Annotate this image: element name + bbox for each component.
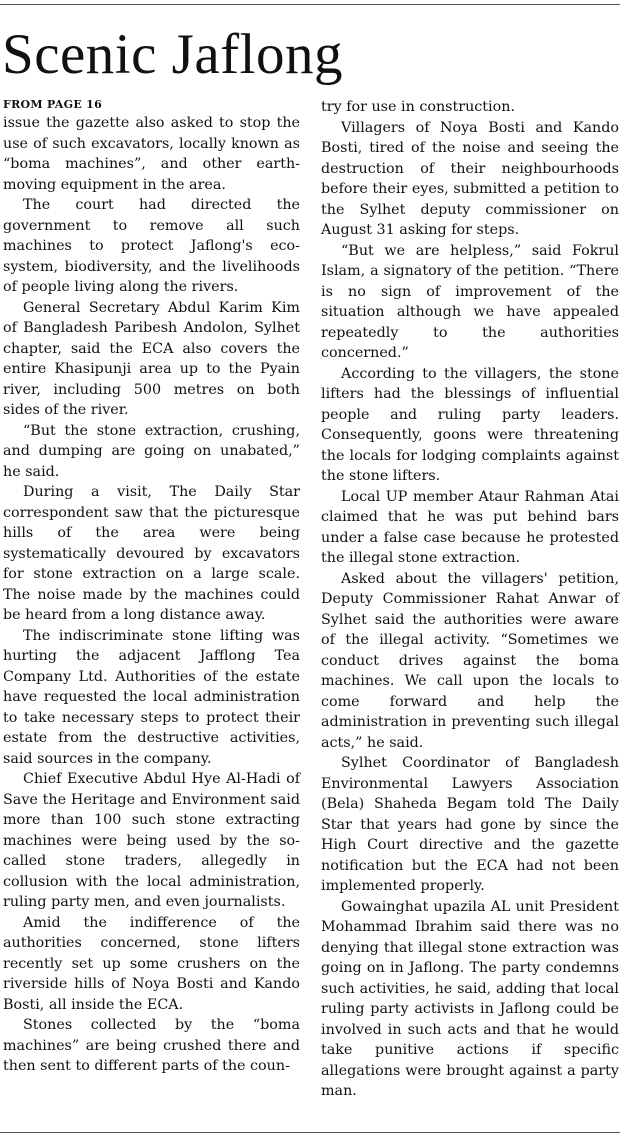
paragraph: Chief Executive Abdul Hye Al-Hadi of Save the Heritage and Environment said more than 100 such stone extracting machines were being used by the so-called stone traders, allegedly in collusion with the local administration, ruling party men, and even journalists.	[3, 771, 300, 910]
top-rule	[0, 4, 620, 5]
paragraph: “But we are helpless,” said Fokrul Islam, a signatory of the petition. “There is no sign of improvement of the situation although we have appealed repeatedly to the authorities concerned.”	[321, 242, 619, 361]
paragraph: “But the stone extraction, crushing, and dumping are going on unabated,” he said.	[3, 422, 300, 480]
headline: Scenic Jaflong	[2, 23, 343, 86]
paragraph: General Secretary Abdul Karim Kim of Bangladesh Paribesh Andolon, Sylhet chapter, said the ECA also covers the entire Khasipunji area up to the Pyain river, including 500 metres on both sides of the river.	[3, 299, 300, 418]
paragraph: During a visit, The Daily Star correspondent saw that the picturesque hills of the area were being systematically devoured by excavators for stone extraction on a large scale. The noise made by the machines could be heard from a long distance away.	[3, 484, 300, 623]
paragraph: try for use in construction.	[321, 99, 515, 115]
paragraph: According to the villagers, the stone lifters had the blessings of influential people and ruling party leaders. Consequently, goons were threatening the locals for lodging complaints against the stone lifters.	[321, 365, 619, 484]
bottom-rule	[0, 1132, 620, 1133]
paragraph: Gowainghat upazila AL unit President Mohammad Ibrahim said there was no denying that illegal stone extraction was going on in Jaflong. The party condemns such activities, he said, adding that local ruling party activists in Jaflong could be involved in such acts and that he would take punitive actions if specific allegations were brought against a party man.	[321, 898, 619, 1099]
paragraph: Sylhet Coordinator of Bangladesh Environmental Lawyers Association (Bela) Shaheda Begam told The Daily Star that years had gone by since the High Court directive and the gazette notification but the ECA had not been implemented properly.	[321, 755, 619, 894]
jump-line: FROM PAGE 16	[3, 98, 103, 111]
paragraph: The indiscriminate stone lifting was hurting the adjacent Jafflong Tea Company Ltd. Authorities of the estate have requested the local administration to take necessary steps to protect their estate from the destructive activities, said sources in the company.	[3, 627, 300, 767]
paragraph: Asked about the villagers' petition, Deputy Commissioner Rahat Anwar of Sylhet said the authorities were aware of the illegal activity. “Sometimes we conduct drives against the boma machines. We call upon the locals to come forward and help the administration in preventing such illegal acts,” he said.	[321, 570, 619, 751]
paragraph: Villagers of Noya Bosti and Kando Bosti, tired of the noise and seeing the destruction of their neighbourhoods before their eyes, submitted a petition to the Sylhet deputy commissioner on August 31 asking for steps.	[321, 119, 619, 238]
paragraph: Amid the indifference of the authorities concerned, stone lifters recently set up some crushers on the riverside hills of Noya Bosti and Kando Bosti, all inside the ECA.	[3, 914, 300, 1013]
paragraph: Stones collected by the “boma machines” are being crushed there and then sent to different parts of the coun-	[3, 1017, 300, 1074]
paragraph: The court had directed the government to remove all such machines to protect Jaflong's eco-system, biodiversity, and the livelihoods of people living along the rivers.	[3, 197, 300, 295]
paragraph: Local UP member Ataur Rahman Atai claimed that he was put behind bars under a false case because he protested the illegal stone extraction.	[321, 488, 619, 566]
left-column	[3, 97, 300, 1077]
right-column	[321, 97, 619, 1102]
paragraph: issue the gazette also asked to stop the use of such excavators, locally known as “boma machines”, and other earth-moving equipment in the area.	[3, 115, 300, 193]
